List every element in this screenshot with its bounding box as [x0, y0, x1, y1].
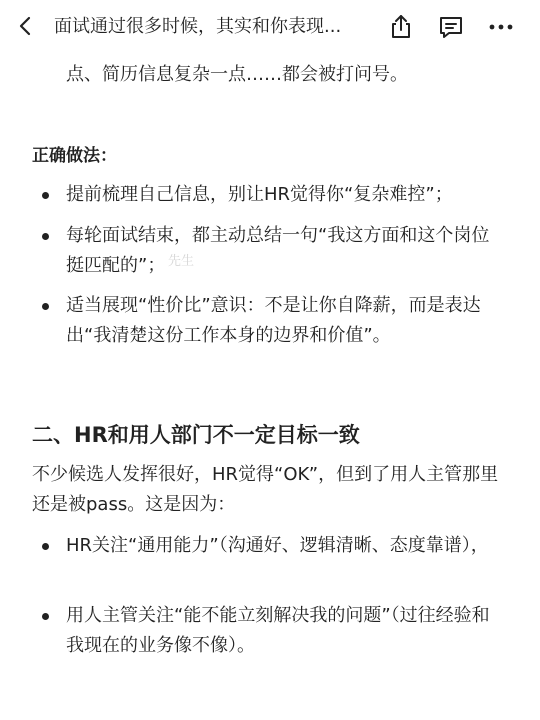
- bullet-dot: [42, 303, 49, 310]
- chevron-left-icon: [16, 15, 36, 37]
- comment-button[interactable]: [436, 12, 466, 42]
- top-bar: [0, 0, 540, 54]
- back-button[interactable]: [12, 12, 40, 40]
- bullet-dot: [42, 233, 49, 240]
- section2-heading: 二、HR和用人部门不一定目标一致: [32, 423, 360, 447]
- article-body: [0, 54, 540, 720]
- share-icon: [388, 13, 414, 41]
- more-icon: [487, 13, 515, 41]
- article-top-line: 点、简历信息复杂一点……都会被打问号。: [66, 64, 408, 85]
- list-item-text: HR关注“通用能力”（沟通好、逻辑清晰、态度靠谱），: [66, 535, 489, 556]
- list-item-text: 提前梳理自己信息，别让HR觉得你“复杂难控”；: [66, 184, 453, 205]
- section2-paragraph: 不少候选人发挥很好，HR觉得“OK”，但到了用人主管那里还是被pass。这是因为：: [32, 464, 499, 515]
- list-item-text: 每轮面试结束，都主动总结一句“我这方面和这个岗位挺匹配的”；: [66, 225, 490, 276]
- comment-icon: [437, 13, 465, 41]
- bullet-dot: [42, 192, 49, 199]
- share-button[interactable]: [386, 12, 416, 42]
- section1-label: 正确做法：: [32, 146, 117, 166]
- watermark: 先生: [168, 254, 195, 269]
- bullet-dot: [42, 613, 49, 620]
- list-item-text: 适当展现“性价比”意识：不是让你自降薪，而是表达出“我清楚这份工作本身的边界和价值”。: [66, 295, 481, 346]
- list-item-text: 用人主管关注“能不能立刻解决我的问题”（过往经验和我现在的业务像不像）。: [66, 605, 490, 656]
- more-button[interactable]: [486, 12, 516, 42]
- page-title: 面试通过很多时候，其实和你表现...: [54, 16, 342, 37]
- bullet-dot: [42, 543, 49, 550]
